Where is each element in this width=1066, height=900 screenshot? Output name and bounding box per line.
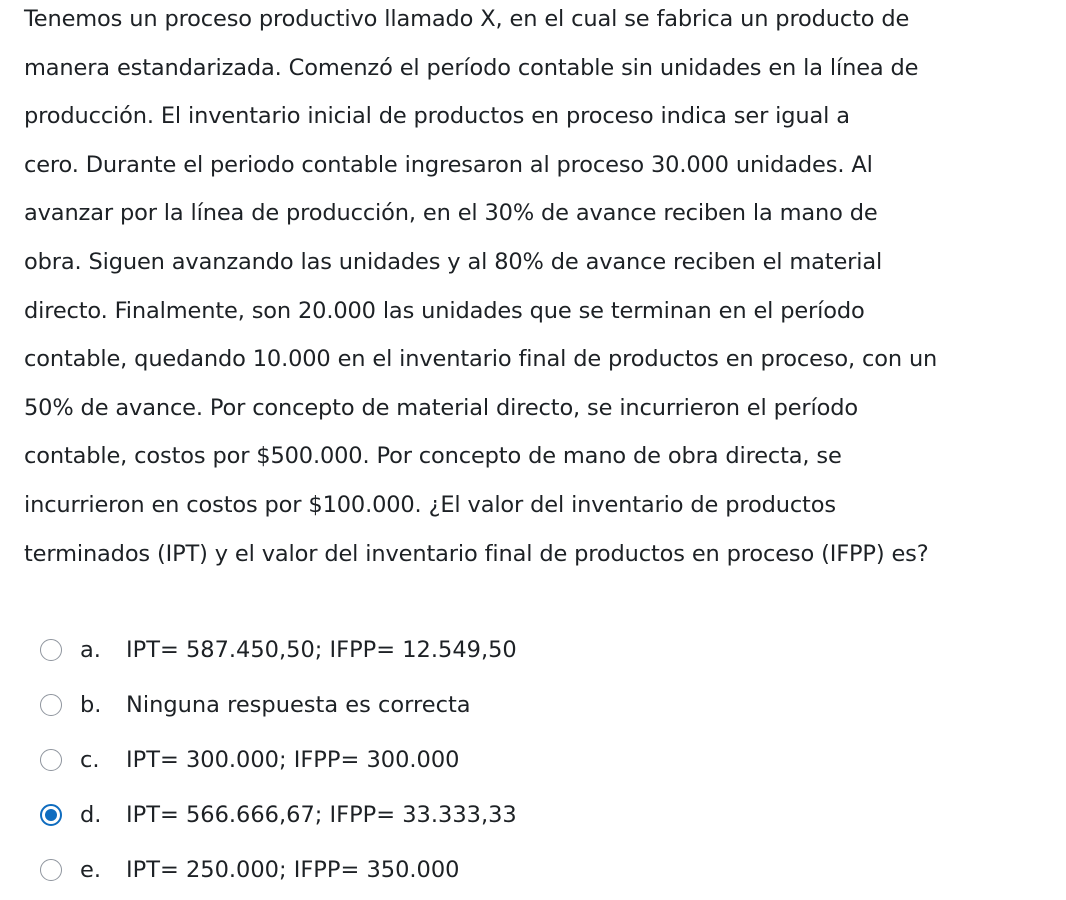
option-letter: d. <box>80 801 102 828</box>
option-text: Ninguna respuesta es correcta <box>126 691 471 718</box>
option-letter: b. <box>80 691 102 718</box>
answer-option-d[interactable] <box>40 787 940 842</box>
question-line: obra. Siguen avanzando las unidades y al 80% de avance reciben el material <box>24 248 883 275</box>
option-letter: e. <box>80 856 101 883</box>
answer-options <box>40 622 940 897</box>
question-line: avanzar por la línea de producción, en el 30% de avance reciben la mano de <box>24 200 878 227</box>
answer-option-b[interactable] <box>40 677 940 732</box>
question-line: producción. El inventario inicial de productos en proceso indica ser igual a <box>24 103 850 130</box>
question-line: cero. Durante el periodo contable ingresaron al proceso 30.000 unidades. Al <box>24 151 873 178</box>
question-text <box>24 0 1064 583</box>
radio-button-a[interactable] <box>40 639 62 661</box>
question-line: terminados (IPT) y el valor del inventario final de productos en proceso (IFPP) es? <box>24 540 929 567</box>
radio-button-e[interactable] <box>40 859 62 881</box>
question-line: manera estandarizada. Comenzó el período contable sin unidades en la línea de <box>24 54 919 81</box>
answer-option-e[interactable] <box>40 842 940 897</box>
option-text: IPT= 250.000; IFPP= 350.000 <box>126 856 460 883</box>
option-text: IPT= 566.666,67; IFPP= 33.333,33 <box>126 801 517 828</box>
radio-button-c[interactable] <box>40 749 62 771</box>
question-line: 50% de avance. Por concepto de material directo, se incurrieron el período <box>24 394 858 421</box>
question-line: incurrieron en costos por $100.000. ¿El valor del inventario de productos <box>24 491 836 518</box>
option-letter: a. <box>80 636 101 663</box>
answer-option-c[interactable] <box>40 732 940 787</box>
radio-button-d[interactable] <box>40 804 62 826</box>
question-line: contable, costos por $500.000. Por concepto de mano de obra directa, se <box>24 443 842 470</box>
question-line: directo. Finalmente, son 20.000 las unidades que se terminan en el período <box>24 297 865 324</box>
option-text: IPT= 587.450,50; IFPP= 12.549,50 <box>126 636 517 663</box>
answer-option-a[interactable] <box>40 622 940 677</box>
option-text: IPT= 300.000; IFPP= 300.000 <box>126 746 460 773</box>
question-line: contable, quedando 10.000 en el inventario final de productos en proceso, con un <box>24 346 938 373</box>
option-letter: c. <box>80 746 100 773</box>
radio-button-b[interactable] <box>40 694 62 716</box>
question-line: Tenemos un proceso productivo llamado X, en el cual se fabrica un producto de <box>24 6 910 32</box>
